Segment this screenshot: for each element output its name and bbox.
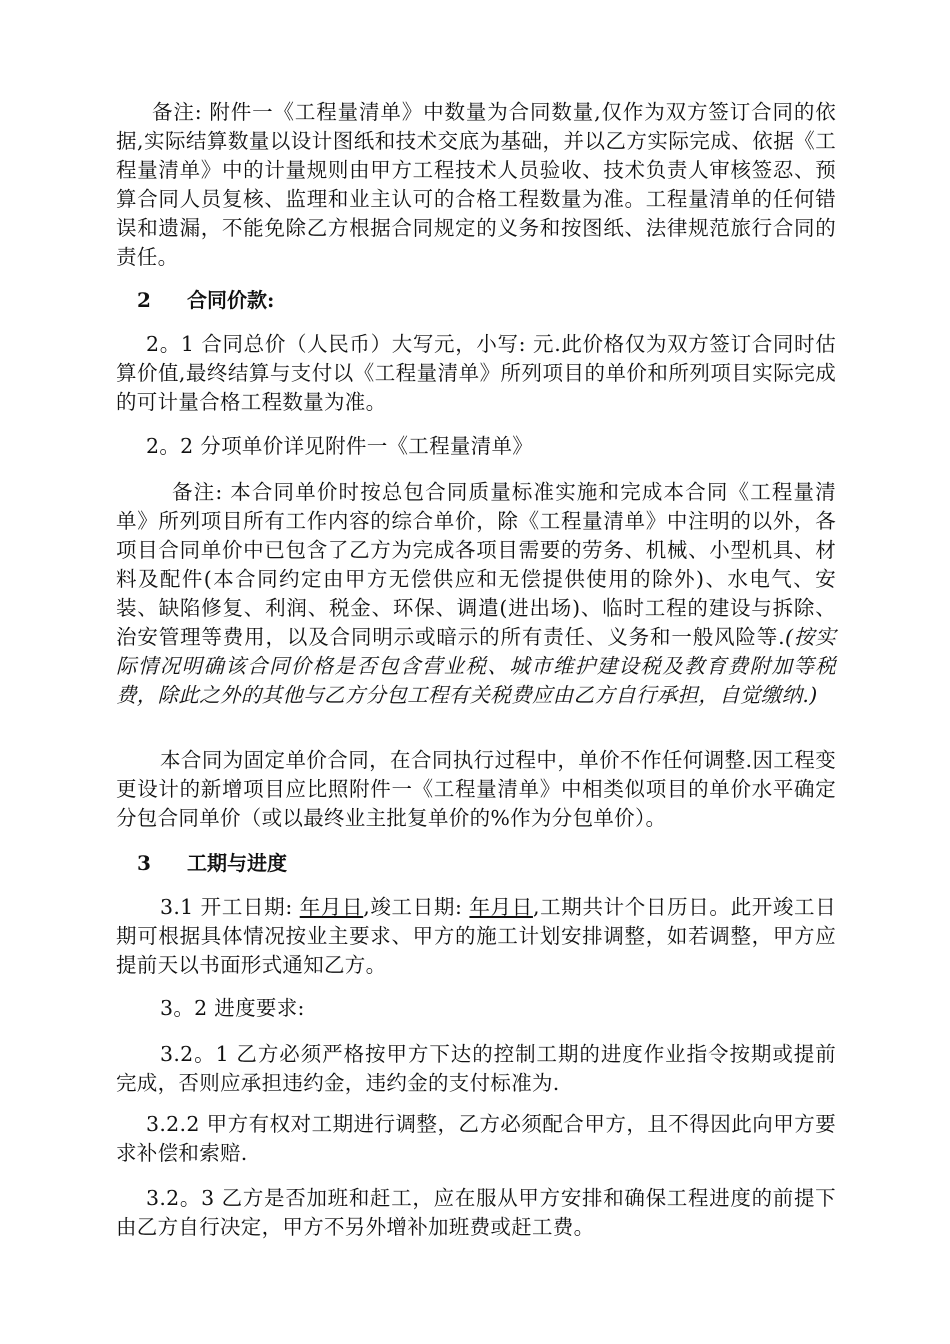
paragraph-3-2: 3。2 进度要求: [160,996,305,1020]
remark-2-text: 备注: 本合同单价时按总包合同质量标准实施和完成本合同《工程量清单》所列项目所有工作内容的综合单价，除《工程量清单》中注明的以外，各项目合同单价中已包含了乙方为完成各项目需要的劳务、机械、小型机具、材料及配件(本合同约定由甲方无偿供应和无偿提供使用的除外)、水电气、安装、缺陷修复、利润、税金、环保、调遣(进出场)、临时工程的建设与拆除、治安管理等费用，以及合同明示或暗示的所有责任、义务和一般风险等. [116,480,836,649]
section-heading-2 [137,286,274,315]
paragraph-3-2-2: 3.2.2 甲方有权对工期进行调整，乙方必须配合甲方，且不得因此向甲方要求补偿和索赔. [116,1112,836,1165]
section-title: 合同价款: [187,288,275,312]
end-date-blank: 年月日 [469,895,533,919]
start-date-label: 3.1 开工日期: [160,895,300,919]
paragraph-2-1: 2。1 合同总价（人民币）大写元，小写: 元.此价格仅为双方签订合同时估算价值,最终结算与支付以《工程量清单》所列项目的单价和所列项目实际完成的可计量合格工程数量为准。 [116,332,836,414]
paragraph-3-2-1: 3.2。1 乙方必须严格按甲方下达的控制工期的进度作业指令按期或提前完成，否则应承担违约金，违约金的支付标准为. [116,1042,836,1095]
section-heading-3 [137,849,287,878]
paragraph-remark-2 [116,478,836,710]
start-date-blank: 年月日 [299,895,364,919]
paragraph-fixed-price: 本合同为固定单价合同，在合同执行过程中，单价不作任何调整.因工程变更设计的新增项目应比照附件一《工程量清单》中相类似项目的单价水平确定分包合同单价（或以最终业主批复单价的%作为分包单价）。 [116,748,836,830]
schedule-text: ,工期共计个日历日。此开竣工日期可根据具体情况按业主要求、甲方的施工计划安排调整，如若调整，甲方应提前天以书面形式通知乙方。 [116,895,837,977]
section-number: 2 [137,288,151,312]
section-number: 3 [137,851,151,875]
remark-2-italic-note: (按实际情况明确该合同价格是否包含营业税、城市维护建设税及教育费附加等税费，除此之外的其他与乙方分包工程有关税费应由乙方自行承担，自觉缴纳.) [116,625,836,707]
paragraph-2-2: 2。2 分项单价详见附件一《工程量清单》 [146,434,534,458]
section-title: 工期与进度 [187,851,287,875]
end-date-label: ,竣工日期: [363,895,470,919]
paragraph-remark-1: 备注: 附件一《工程量清单》中数量为合同数量,仅作为双方签订合同的依据,实际结算数量以设计图纸和技术交底为基础，并以乙方实际完成、依据《工程量清单》中的计量规则由甲方工程技术人员验收、技术负责人审核签忍、预算合同人员复核、监理和业主认可的合格工程数量为准。工程量清单的任何错误和遗漏，不能免除乙方根据合同规定的义务和按图纸、法律规范旅行合同的责任。 [116,100,836,269]
paragraph-3-1 [116,893,836,980]
paragraph-3-2-3: 3.2。3 乙方是否加班和赶工，应在服从甲方安排和确保工程进度的前提下由乙方自行决定，甲方不另外增补加班费或赶工费。 [116,1186,836,1239]
